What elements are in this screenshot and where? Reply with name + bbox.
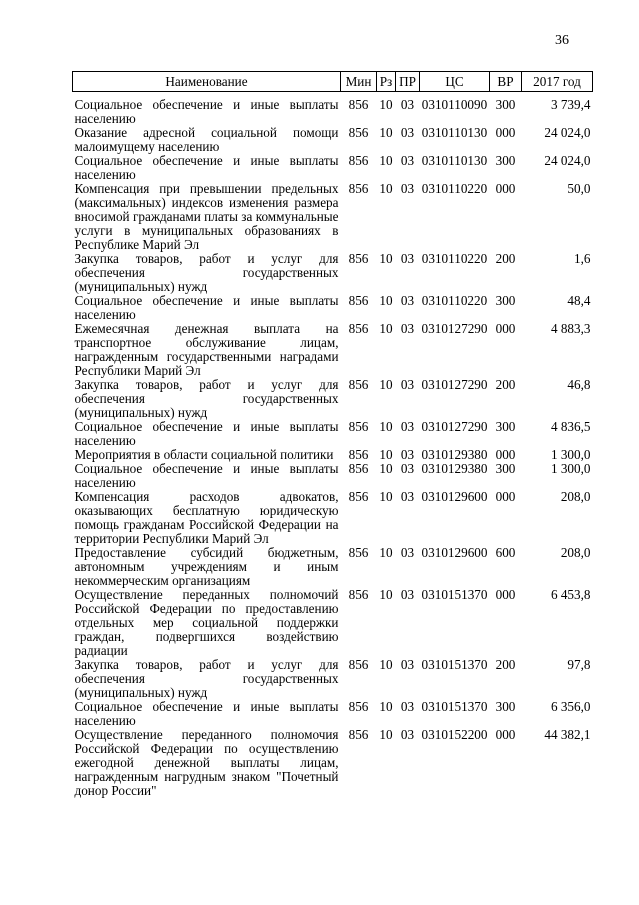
row-cs-cell: 0310129380 <box>421 461 488 476</box>
budget-table <box>72 71 593 798</box>
row-rz-cell: 10 <box>379 447 393 462</box>
row-name-cell: Социальное обеспечение и иные выплаты населению <box>74 153 339 182</box>
row-cs-cell: 0310110090 <box>421 97 488 112</box>
row-vr-cell: 000 <box>495 447 516 462</box>
row-vr-cell: 200 <box>495 251 516 266</box>
row-amount-cell: 208,0 <box>560 545 591 560</box>
table-row <box>73 546 593 588</box>
row-name-cell: Компенсация расходов адвокатов, оказывающих бесплатную юридическую помощь гражданам Российской Федерации на территории Республики Марий Эл <box>74 489 339 546</box>
header-min: Мин <box>341 72 377 92</box>
row-cs-cell: 0310127290 <box>421 377 488 392</box>
row-cs-cell: 0310151370 <box>421 587 488 602</box>
row-cs-cell: 0310129380 <box>421 447 488 462</box>
row-pr-cell: 03 <box>400 293 415 308</box>
row-min-cell: 856 <box>348 377 369 392</box>
row-pr-cell: 03 <box>400 461 415 476</box>
row-vr-cell: 000 <box>495 181 516 196</box>
row-min-cell: 856 <box>348 181 369 196</box>
row-pr-cell: 03 <box>400 489 415 504</box>
row-amount-cell: 4 836,5 <box>550 419 591 434</box>
row-vr-cell: 200 <box>495 657 516 672</box>
row-min-cell: 856 <box>348 699 369 714</box>
row-min-cell: 856 <box>348 321 369 336</box>
row-name-cell: Социальное обеспечение и иные выплаты населению <box>74 293 339 322</box>
row-rz-cell: 10 <box>379 587 393 602</box>
row-vr-cell: 200 <box>495 377 516 392</box>
row-pr-cell: 03 <box>400 321 415 336</box>
row-vr-cell: 300 <box>495 699 516 714</box>
row-vr-cell: 000 <box>495 489 516 504</box>
row-name-cell: Социальное обеспечение и иные выплаты населению <box>74 461 339 490</box>
row-name-cell: Предоставление субсидий бюджетным, автономным учреждениям и иным некоммерческим организациям <box>74 545 339 588</box>
table-row <box>73 252 593 294</box>
row-rz-cell: 10 <box>379 97 393 112</box>
row-vr-cell: 000 <box>495 125 516 140</box>
row-vr-cell: 300 <box>495 461 516 476</box>
row-cs-cell: 0310127290 <box>421 321 488 336</box>
table-row <box>73 126 593 154</box>
header-vr: ВР <box>490 72 522 92</box>
row-name-cell: Осуществление переданного полномочия Российской Федерации по осуществлению ежегодной денежной выплаты лицам, награжденным нагрудным знаком "Почетный донор России" <box>74 727 339 798</box>
row-cs-cell: 0310151370 <box>421 657 488 672</box>
row-cs-cell: 0310110130 <box>421 125 488 140</box>
row-name-cell: Оказание адресной социальной помощи малоимущему населению <box>74 125 339 154</box>
row-min-cell: 856 <box>348 727 369 742</box>
row-vr-cell: 300 <box>495 293 516 308</box>
row-amount-cell: 1 300,0 <box>550 447 591 462</box>
row-min-cell: 856 <box>348 461 369 476</box>
table-row <box>73 728 593 798</box>
row-min-cell: 856 <box>348 251 369 266</box>
row-pr-cell: 03 <box>400 153 415 168</box>
row-name-cell: Закупка товаров, работ и услуг для обеспечения государственных (муниципальных) нужд <box>74 657 339 700</box>
table-header <box>73 72 593 92</box>
row-pr-cell: 03 <box>400 377 415 392</box>
page-number: 36 <box>555 33 569 48</box>
row-rz-cell: 10 <box>379 419 393 434</box>
row-amount-cell: 208,0 <box>560 489 591 504</box>
table-row <box>73 658 593 700</box>
row-rz-cell: 10 <box>379 377 393 392</box>
row-rz-cell: 10 <box>379 293 393 308</box>
row-cs-cell: 0310110130 <box>421 153 488 168</box>
row-min-cell: 856 <box>348 97 369 112</box>
row-pr-cell: 03 <box>400 447 415 462</box>
row-rz-cell: 10 <box>379 153 393 168</box>
row-cs-cell: 0310129600 <box>421 545 488 560</box>
row-cs-cell: 0310151370 <box>421 699 488 714</box>
row-rz-cell: 10 <box>379 657 393 672</box>
row-rz-cell: 10 <box>379 545 393 560</box>
row-name-cell: Ежемесячная денежная выплата на транспортное обслуживание лицам, награжденным государственными наградами Республики Марий Эл <box>74 321 339 378</box>
table-row <box>73 700 593 728</box>
table-row <box>73 378 593 420</box>
row-amount-cell: 6 356,0 <box>550 699 591 714</box>
row-amount-cell: 6 453,8 <box>550 587 591 602</box>
row-cs-cell: 0310110220 <box>421 181 488 196</box>
row-pr-cell: 03 <box>400 657 415 672</box>
row-pr-cell: 03 <box>400 587 415 602</box>
row-name-cell: Социальное обеспечение и иные выплаты населению <box>74 699 339 728</box>
row-pr-cell: 03 <box>400 97 415 112</box>
table-row <box>73 154 593 182</box>
row-pr-cell: 03 <box>400 181 415 196</box>
row-pr-cell: 03 <box>400 727 415 742</box>
row-vr-cell: 300 <box>495 419 516 434</box>
row-vr-cell: 000 <box>495 321 516 336</box>
row-amount-cell: 1 300,0 <box>550 461 591 476</box>
row-name-cell: Закупка товаров, работ и услуг для обеспечения государственных (муниципальных) нужд <box>74 251 339 294</box>
row-min-cell: 856 <box>348 587 369 602</box>
row-amount-cell: 97,8 <box>567 657 591 672</box>
row-amount-cell: 44 382,1 <box>544 727 591 742</box>
header-name: Наименование <box>73 72 341 92</box>
row-min-cell: 856 <box>348 447 369 462</box>
row-min-cell: 856 <box>348 293 369 308</box>
row-cs-cell: 0310110220 <box>421 293 488 308</box>
table-row <box>73 420 593 448</box>
row-min-cell: 856 <box>348 545 369 560</box>
row-amount-cell: 4 883,3 <box>550 321 591 336</box>
table-row <box>73 490 593 546</box>
table-row <box>73 98 593 126</box>
row-pr-cell: 03 <box>400 419 415 434</box>
row-rz-cell: 10 <box>379 181 393 196</box>
row-pr-cell: 03 <box>400 545 415 560</box>
row-vr-cell: 000 <box>495 727 516 742</box>
row-rz-cell: 10 <box>379 461 393 476</box>
row-name-cell: Социальное обеспечение и иные выплаты населению <box>74 419 339 448</box>
row-min-cell: 856 <box>348 153 369 168</box>
header-rz: Рз <box>377 72 396 92</box>
header-amount-2017: 2017 год <box>522 72 593 92</box>
row-vr-cell: 300 <box>495 97 516 112</box>
row-amount-cell: 24 024,0 <box>544 125 591 140</box>
row-rz-cell: 10 <box>379 489 393 504</box>
header-cs: ЦС <box>420 72 490 92</box>
row-cs-cell: 0310129600 <box>421 489 488 504</box>
row-vr-cell: 300 <box>495 153 516 168</box>
row-cs-cell: 0310127290 <box>421 419 488 434</box>
row-name-cell: Мероприятия в области социальной политики <box>74 447 334 462</box>
table-row <box>73 448 593 462</box>
table-row <box>73 182 593 252</box>
row-amount-cell: 48,4 <box>567 293 591 308</box>
row-amount-cell: 46,8 <box>567 377 591 392</box>
row-vr-cell: 600 <box>495 545 516 560</box>
row-rz-cell: 10 <box>379 727 393 742</box>
row-name-cell: Компенсация при превышении предельных (максимальных) индексов изменения размера вносимой гражданами платы за коммунальные услуги в муниципальных образованиях в Республике Марий Эл <box>74 181 339 252</box>
table-row <box>73 294 593 322</box>
row-rz-cell: 10 <box>379 251 393 266</box>
row-min-cell: 856 <box>348 489 369 504</box>
row-pr-cell: 03 <box>400 699 415 714</box>
row-min-cell: 856 <box>348 419 369 434</box>
row-pr-cell: 03 <box>400 251 415 266</box>
row-amount-cell: 1,6 <box>574 251 591 266</box>
row-cs-cell: 0310152200 <box>421 727 488 742</box>
row-amount-cell: 3 739,4 <box>550 97 591 112</box>
table-row <box>73 322 593 378</box>
row-rz-cell: 10 <box>379 321 393 336</box>
row-rz-cell: 10 <box>379 699 393 714</box>
row-pr-cell: 03 <box>400 125 415 140</box>
row-name-cell: Осуществление переданных полномочий Российской Федерации по предоставлению отдельных мер социальной поддержки граждан, подвергшихся воздействию радиации <box>74 587 339 658</box>
row-min-cell: 856 <box>348 125 369 140</box>
table-row <box>73 462 593 490</box>
row-name-cell: Социальное обеспечение и иные выплаты населению <box>74 97 339 126</box>
table-body <box>73 92 593 799</box>
header-pr: ПР <box>396 72 420 92</box>
table-row <box>73 588 593 658</box>
row-amount-cell: 24 024,0 <box>544 153 591 168</box>
row-rz-cell: 10 <box>379 125 393 140</box>
row-amount-cell: 50,0 <box>567 181 591 196</box>
row-vr-cell: 000 <box>495 587 516 602</box>
row-min-cell: 856 <box>348 657 369 672</box>
row-name-cell: Закупка товаров, работ и услуг для обеспечения государственных (муниципальных) нужд <box>74 377 339 420</box>
row-cs-cell: 0310110220 <box>421 251 488 266</box>
